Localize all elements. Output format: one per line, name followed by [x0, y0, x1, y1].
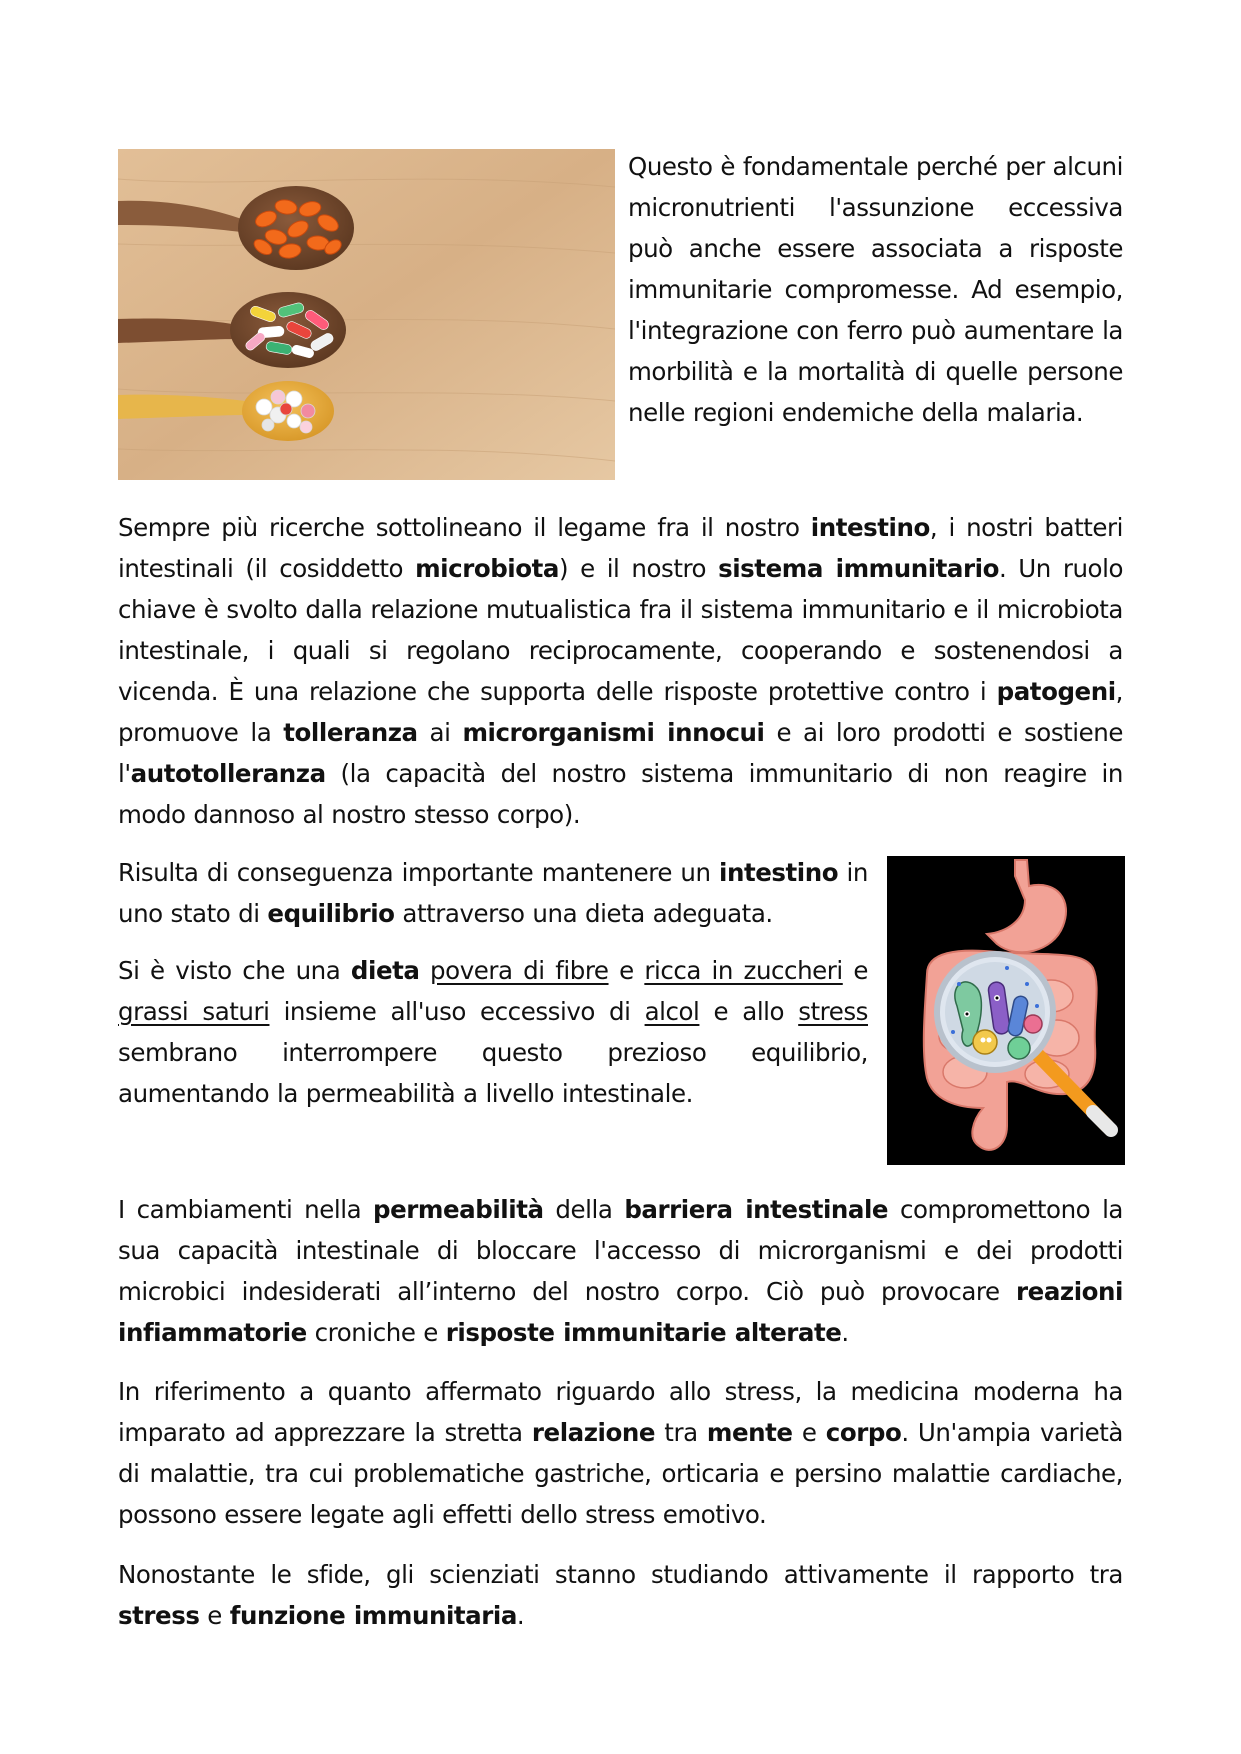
text-run: e — [199, 1601, 230, 1630]
bold-term: dieta — [350, 956, 420, 985]
text-run: sembrano interrompere questo prezioso equilibrio, aumentando la permeabilità a livello intestinale. — [118, 1038, 868, 1108]
text-run: Risulta di conseguenza importante mantenere un — [118, 858, 719, 887]
text-run: , promuove la — [118, 677, 1123, 747]
bold-term: microbiota — [415, 554, 559, 583]
text-run: e — [608, 956, 645, 985]
bold-term: relazione — [531, 1418, 656, 1447]
text-run: ai — [417, 718, 463, 747]
text-run: . — [516, 1601, 525, 1630]
bold-term: funzione immunitaria — [229, 1601, 517, 1630]
bold-term: risposte immunitarie alterate — [445, 1318, 842, 1347]
text-run: tra — [655, 1418, 707, 1447]
underlined-term: alcol — [644, 997, 700, 1026]
supplements-spoons-image — [118, 149, 615, 480]
text-run: Sempre più ricerche sottolineano il legame fra il nostro — [118, 513, 811, 542]
text-run: in uno stato di — [118, 858, 868, 928]
text-run: attraverso una dieta adeguata. — [394, 899, 773, 928]
bold-term: sistema immunitario — [718, 554, 999, 583]
bold-term: corpo — [825, 1418, 902, 1447]
text-run: insieme all'uso eccessivo di — [269, 997, 645, 1026]
text-run: Questo è fondamentale perché per alcuni micronutrienti l'assunzione eccessiva può anche essere associata a risposte immunitarie compromesse. Ad esempio, l'integrazione con ferro può aumentare la morbilità e la mortalità di quelle persone nelle regioni endemiche della malaria. — [628, 152, 1123, 427]
text-run: e allo — [699, 997, 799, 1026]
text-run: In riferimento a quanto affermato riguardo allo stress, la medicina moderna ha imparato ad apprezzare la stretta — [118, 1377, 1123, 1447]
text-run: e — [842, 956, 868, 985]
text-run: Nonostante le sfide, gli scienziati stanno studiando attivamente il rapporto tra — [118, 1560, 1123, 1589]
bold-term: reazioni infiammatorie — [118, 1277, 1123, 1347]
bold-term: equilibrio — [267, 899, 395, 928]
bold-term: stress — [118, 1601, 200, 1630]
bold-term: barriera intestinale — [624, 1195, 889, 1224]
text-run: compromettono la sua capacità intestinale di bloccare l'accesso di microrganismi e dei prodotti microbici indesiderati all’interno del nostro corpo. Ciò può provocare — [118, 1195, 1123, 1306]
bold-term: intestino — [810, 513, 930, 542]
text-run: croniche e — [306, 1318, 446, 1347]
bold-term: patogeni — [996, 677, 1116, 706]
text-run: Si è visto che una — [118, 956, 351, 985]
paragraph-micronutrients — [628, 146, 1123, 433]
text-run: . Un'ampia varietà di malattie, tra cui problematiche gastriche, orticaria e persino malattie cardiache, possono essere legate agli effetti dello stress emotivo. — [118, 1418, 1123, 1529]
underlined-term: ricca in zuccheri — [644, 956, 843, 985]
text-run: (la capacità del nostro sistema immunitario di non reagire in modo dannoso al nostro stesso corpo). — [118, 759, 1123, 829]
bold-term: mente — [706, 1418, 793, 1447]
text-run: I cambiamenti nella — [118, 1195, 374, 1224]
text-run: , i nostri batteri intestinali (il cosiddetto — [118, 513, 1123, 583]
text-run — [419, 956, 430, 985]
underlined-term: stress — [798, 997, 868, 1026]
text-run: . Un ruolo chiave è svolto dalla relazione mutualistica fra il sistema immunitario e il microbiota intestinale, i quali si regolano reciprocamente, cooperando e sostenendosi a vicenda. È una relazione che supporta delle risposte protettive contro i — [118, 554, 1123, 706]
paragraph-microbiota — [118, 507, 1123, 835]
text-run: della — [543, 1195, 625, 1224]
paragraph-intestinal-barrier — [118, 1189, 1123, 1353]
underlined-term: grassi saturi — [118, 997, 270, 1026]
text-run: . — [841, 1318, 849, 1347]
bold-term: tolleranza — [283, 718, 418, 747]
bold-term: microrganismi innocui — [462, 718, 765, 747]
text-run: e — [792, 1418, 826, 1447]
text-run: ) e il nostro — [558, 554, 719, 583]
paragraph-gut-balance — [118, 852, 868, 934]
underlined-term: povera di fibre — [430, 956, 609, 985]
bold-term: permeabilità — [373, 1195, 544, 1224]
paragraph-stress-mind-body — [118, 1371, 1123, 1535]
bold-term: autotolleranza — [130, 759, 326, 788]
bold-term: intestino — [719, 858, 839, 887]
intestine-magnifier-image — [887, 856, 1125, 1165]
paragraph-diet — [118, 950, 868, 1114]
text-run: e ai loro prodotti e sostiene l' — [118, 718, 1123, 788]
paragraph-stress-immune-research — [118, 1554, 1123, 1636]
